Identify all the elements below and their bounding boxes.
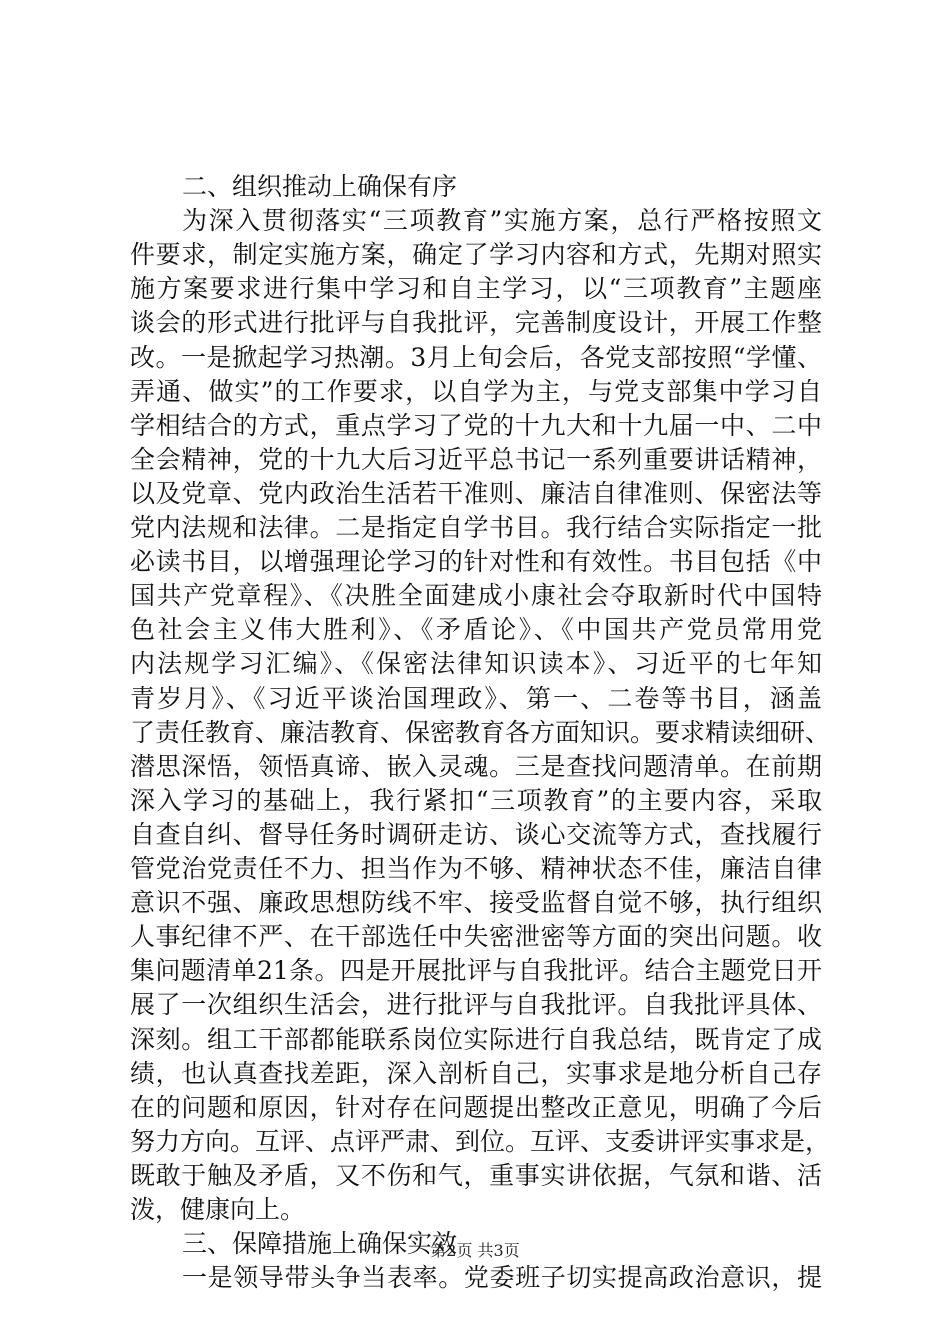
- paragraph-line: 绩，也认真查找差距，深入剖析自己，实事求是地分析自己存: [130, 1058, 822, 1088]
- paragraph-line: 全会精神，党的十九大后习近平总书记一系列重要讲话精神，: [130, 444, 822, 474]
- paragraph-line: 潜思深悟，领悟真谛、嵌入灵魂。三是查找问题清单。在前期: [130, 751, 822, 781]
- page-footer: 第2页 共3页: [430, 1241, 520, 1260]
- paragraph-line: 国共产党章程》、《决胜全面建成小康社会夺取新时代中国特: [130, 581, 822, 611]
- paragraph-line: 努力方向。互评、点评严肃、到位。互评、支委讲评实事求是，: [130, 1126, 831, 1156]
- paragraph-line: 谈会的形式进行批评与自我批评，完善制度设计，开展工作整: [130, 308, 822, 338]
- paragraph-line: 学相结合的方式，重点学习了党的十九大和十九届一中、二中: [130, 410, 822, 440]
- section-heading-2: 二、组织推动上确保有序: [182, 172, 458, 201]
- paragraph-line: 展了一次组织生活会，进行批评与自我批评。自我批评具体、: [130, 990, 822, 1020]
- paragraph-line: 意识不强、廉政思想防线不牢、接受监督自觉不够，执行组织: [130, 888, 822, 918]
- paragraph-line: 以及党章、党内政治生活若干准则、廉洁自律准则、保密法等: [130, 478, 822, 508]
- paragraph-line: 在的问题和原因，针对存在问题提出整改正意见，明确了今后: [130, 1092, 822, 1122]
- paragraph-line: 为深入贯彻落实“三项教育”实施方案，总行严格按照文: [182, 206, 822, 236]
- paragraph-line: 泼，健康向上。: [130, 1195, 306, 1224]
- paragraph-line: 一是领导带头争当表率。党委班子切实提高政治意识，提: [182, 1263, 822, 1293]
- paragraph-line: 党内法规和法律。二是指定自学书目。我行结合实际指定一批: [130, 513, 822, 542]
- paragraph-line: 深刻。组工干部都能联系岗位实际进行自我总结，既肯定了成: [130, 1024, 822, 1054]
- paragraph-line: 内法规学习汇编》、《保密法律知识读本》、习近平的七年知: [130, 649, 822, 679]
- paragraph-line: 施方案要求进行集中学习和自主学习，以“三项教育”主题座: [130, 274, 822, 304]
- paragraph-line: 了责任教育、廉洁教育、保密教育各方面知识。要求精读细研、: [130, 717, 831, 747]
- paragraph-line: 集问题清单21条。四是开展批评与自我批评。结合主题党日开: [130, 956, 822, 986]
- paragraph-line: 色社会主义伟大胜利》、《矛盾论》、《中国共产党员常用党: [130, 615, 822, 645]
- paragraph-line: 既敢于触及矛盾，又不伤和气，重事实讲依据，气氛和谐、活: [130, 1160, 822, 1190]
- paragraph-line: 管党治党责任不力、担当作为不够、精神状态不佳，廉洁自律: [130, 854, 822, 883]
- paragraph-line: 深入学习的基础上，我行紧扣“三项教育”的主要内容，采取: [130, 785, 822, 815]
- paragraph-line: 必读书目，以增强理论学习的针对性和有效性。书目包括《中: [130, 547, 822, 577]
- section-heading-3: 三、保障措施上确保实效: [182, 1229, 458, 1259]
- paragraph-line: 弄通、做实”的工作要求，以自学为主，与党支部集中学习自: [130, 376, 822, 406]
- paragraph-line: 人事纪律不严、在干部选任中失密泄密等方面的突出问题。收: [130, 922, 822, 952]
- paragraph-line: 改。一是掀起学习热潮。3月上旬会后，各党支部按照“学懂、: [130, 342, 822, 372]
- paragraph-line: 件要求，制定实施方案，确定了学习内容和方式，先期对照实: [130, 240, 822, 270]
- paragraph-line: 自查自纠、督导任务时调研走访、谈心交流等方式，查找履行: [130, 819, 822, 849]
- paragraph-line: 青岁月》、《习近平谈治国理政》、第一、二卷等书目，涵盖: [130, 683, 822, 713]
